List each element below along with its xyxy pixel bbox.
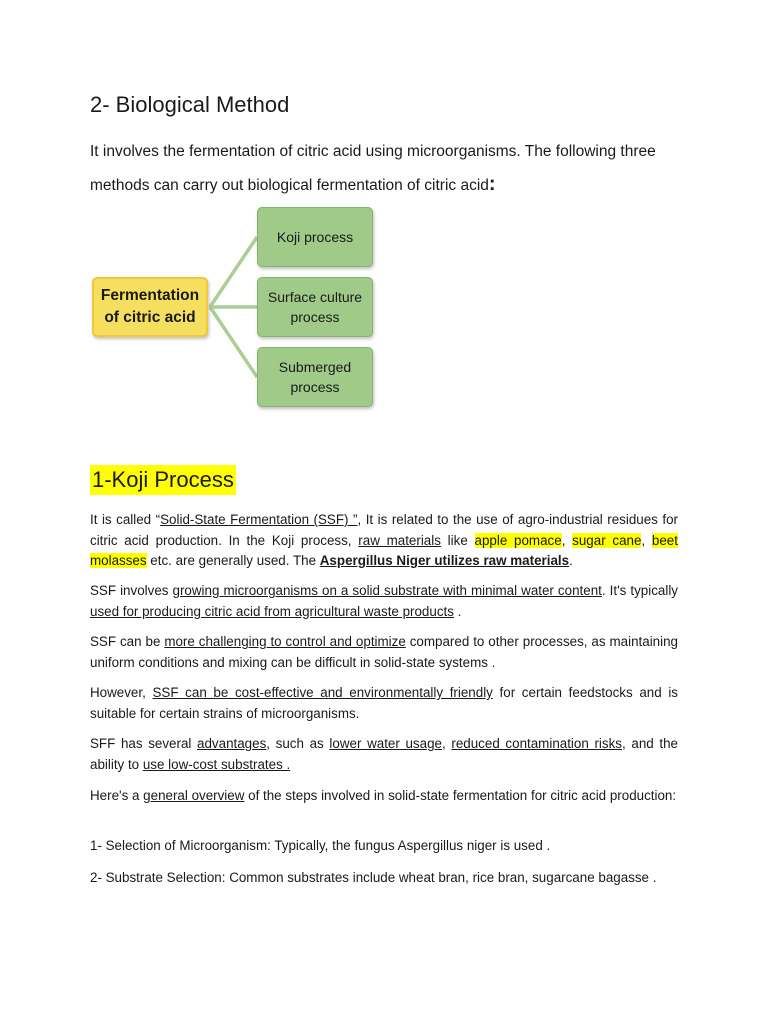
paragraph-ssf-cost bbox=[90, 683, 678, 724]
text-span: However, bbox=[90, 685, 153, 700]
underlined-text: growing microorganisms on a solid substrate with minimal water content bbox=[172, 583, 602, 598]
underlined-text: lower water usage bbox=[329, 736, 442, 751]
underlined-text: more challenging to control and optimize bbox=[164, 634, 406, 649]
text-span: , bbox=[641, 532, 652, 548]
text-span: for certain feedstocks and is suitable for certain strains of microorganisms. bbox=[90, 685, 678, 721]
branch-node: Submerged process bbox=[257, 347, 373, 407]
paragraph-ssf-involves bbox=[90, 581, 678, 622]
underlined-text: reduced contamination risks bbox=[451, 736, 622, 751]
text-span: SSF can be bbox=[90, 634, 165, 649]
text-span: like bbox=[440, 532, 475, 548]
bold-underlined-text: Aspergillus Niger utilizes raw materials bbox=[319, 553, 570, 568]
intro-colon: : bbox=[488, 173, 496, 195]
connector-line bbox=[210, 307, 257, 377]
text-span: , such as bbox=[266, 736, 330, 751]
connector-line bbox=[210, 237, 257, 307]
intro-text: It involves the fermentation of citric acid using microorganisms. The following three methods can carry out biological fermentation of citric acid bbox=[90, 143, 656, 194]
highlighted-text: sugar cane bbox=[572, 532, 642, 548]
highlighted-text: apple pomace bbox=[474, 532, 562, 548]
underlined-text: use low-cost substrates . bbox=[142, 756, 291, 772]
underlined-text: used for producing citric acid from agricultural waste products bbox=[90, 603, 454, 619]
text-span: compared to other processes, as maintaining uniform conditions and mixing can be difficult in solid-state systems . bbox=[90, 634, 678, 670]
paragraph-ssf-challenging bbox=[90, 632, 678, 673]
intro-paragraph bbox=[90, 136, 678, 202]
underlined-text: general overview bbox=[143, 788, 245, 803]
text-span: Here's a bbox=[90, 788, 144, 803]
text-span: of the steps involved in solid-state fermentation for citric acid production: bbox=[244, 788, 677, 803]
text-span: . It's typically bbox=[601, 583, 678, 598]
branch-node: Koji process bbox=[257, 207, 373, 267]
text-span: . bbox=[453, 603, 462, 619]
text-span: SSF involves bbox=[90, 583, 173, 598]
heading-koji-process: 1-Koji Process bbox=[90, 465, 236, 495]
fermentation-diagram bbox=[90, 200, 390, 415]
paragraph-sff-advantages bbox=[90, 734, 678, 775]
underlined-text: advantages bbox=[197, 736, 267, 751]
text-span: . bbox=[569, 553, 573, 568]
step-1: 1- Selection of Microorganism: Typically, the fungus Aspergillus niger is used . bbox=[90, 838, 551, 853]
step-2: 2- Substrate Selection: Common substrates include wheat bran, rice bran, sugarcane bagasse . bbox=[90, 870, 657, 885]
text-span: SFF has several bbox=[90, 736, 198, 751]
underlined-text: Solid-State Fermentation (SSF) ” bbox=[160, 512, 358, 527]
text-span: , bbox=[561, 532, 573, 548]
underlined-text: SSF can be cost-effective and environmentally friendly bbox=[152, 685, 493, 700]
highlighted-text: beet molasses bbox=[90, 532, 678, 568]
paragraph-overview bbox=[90, 786, 678, 807]
underlined-text: raw materials bbox=[358, 532, 441, 548]
text-span: It is called “ bbox=[90, 512, 161, 527]
text-span: , bbox=[441, 736, 452, 751]
heading-biological-method: 2- Biological Method bbox=[90, 92, 290, 117]
root-node: Fermentation of citric acid bbox=[92, 277, 208, 337]
text-span: , It is related to the use of agro-industrial residues for citric acid production. In the Koji process, bbox=[90, 512, 679, 548]
branch-node: Surface culture process bbox=[257, 277, 373, 337]
paragraph-ssf-intro bbox=[90, 510, 678, 572]
text-span: , and the ability to bbox=[90, 736, 678, 772]
text-span: etc. are generally used. The bbox=[146, 553, 320, 568]
